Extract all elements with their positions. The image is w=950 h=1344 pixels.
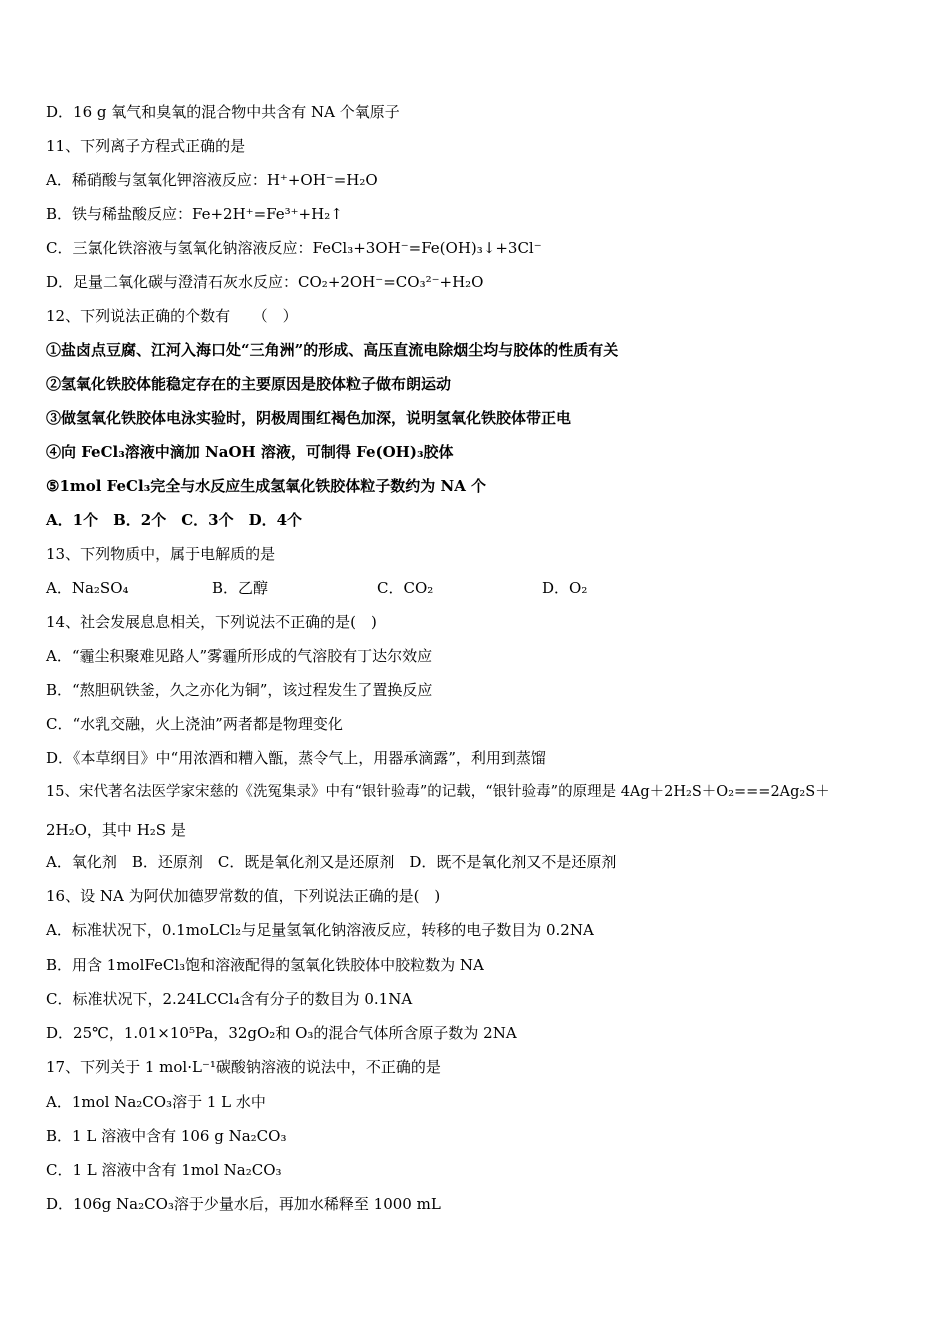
q13-stem: 13、下列物质中，属于电解质的是: [46, 545, 276, 563]
q13-option-d: D．O₂: [542, 579, 588, 597]
q14-option-c: C．“水乳交融，火上浇油”两者都是物理变化: [46, 715, 343, 733]
q13-option-a: A．Na₂SO₄: [46, 579, 129, 597]
q12-options: A．1个 B．2个 C．3个 D．4个: [46, 511, 303, 529]
q15-stem-line-2: 2H₂O，其中 H₂S 是: [46, 821, 186, 839]
q14-option-a: A．“霾尘积聚难见路人”雾霾所形成的气溶胶有丁达尔效应: [46, 647, 433, 665]
q15-stem-line-1: 15、宋代著名法医学家宋慈的《洗冤集录》中有“银针验毒”的记载，“银针验毒”的原理是 4Ag＋2H₂S＋O₂===2Ag₂S＋: [46, 784, 830, 800]
q13-option-b: B．乙醇: [212, 579, 269, 597]
q11-option-d: D．足量二氧化碳与澄清石灰水反应：CO₂+2OH⁻=CO₃²⁻+H₂O: [46, 273, 484, 291]
q12-statement-5: ⑤1mol FeCl₃完全与水反应生成氢氧化铁胶体粒子数约为 NA 个: [46, 477, 487, 495]
q14-option-b: B．“熬胆矾铁釜，久之亦化为铜”，该过程发生了置换反应: [46, 681, 433, 699]
q11-option-c: C．三氯化铁溶液与氢氧化钠溶液反应：FeCl₃+3OH⁻=Fe(OH)₃↓+3Cl⁻: [46, 239, 542, 257]
q17-option-d: D．106g Na₂CO₃溶于少量水后，再加水稀释至 1000 mL: [46, 1195, 441, 1213]
q16-option-d: D．25℃，1.01×10⁵Pa，32gO₂和 O₃的混合气体所含原子数为 2NA: [46, 1024, 517, 1042]
q16-option-c: C．标准状况下，2.24LCCl₄含有分子的数目为 0.1NA: [46, 990, 413, 1008]
q14-option-d: D．《本草纲目》中“用浓酒和糟入甑，蒸令气上，用器承滴露”，利用到蒸馏: [46, 749, 546, 767]
q13-option-c: C．CO₂: [377, 579, 434, 597]
q15-options: A．氧化剂 B．还原剂 C．既是氧化剂又是还原剂 D．既不是氧化剂又不是还原剂: [46, 853, 617, 871]
q12-statement-1: ①盐卤点豆腐、江河入海口处“三角洲”的形成、高压直流电除烟尘均与胶体的性质有关: [46, 341, 619, 359]
q11-option-a: A．稀硝酸与氢氧化钾溶液反应：H⁺+OH⁻=H₂O: [46, 171, 378, 189]
q17-option-c: C．1 L 溶液中含有 1mol Na₂CO₃: [46, 1161, 282, 1179]
q12-stem: 12、下列说法正确的个数有 （ ）: [46, 307, 298, 325]
q12-statement-3: ③做氢氧化铁胶体电泳实验时，阴极周围红褐色加深，说明氢氧化铁胶体带正电: [46, 409, 572, 427]
q17-option-b: B．1 L 溶液中含有 106 g Na₂CO₃: [46, 1127, 287, 1145]
q11-stem: 11、下列离子方程式正确的是: [46, 137, 246, 155]
q14-stem: 14、社会发展息息相关，下列说法不正确的是( ): [46, 613, 377, 631]
q16-stem: 16、设 NA 为阿伏加德罗常数的值，下列说法正确的是( ): [46, 887, 441, 905]
q17-stem: 17、下列关于 1 mol·L⁻¹碳酸钠溶液的说法中，不正确的是: [46, 1058, 441, 1076]
q17-option-a: A．1mol Na₂CO₃溶于 1 L 水中: [46, 1093, 266, 1111]
q16-option-a: A．标准状况下，0.1moLCl₂与足量氢氧化钠溶液反应，转移的电子数目为 0.2NA: [46, 921, 594, 939]
q11-option-b: B．铁与稀盐酸反应：Fe+2H⁺=Fe³⁺+H₂↑: [46, 205, 343, 223]
q10-option-d: D．16 g 氧气和臭氧的混合物中共含有 NA 个氧原子: [46, 103, 400, 121]
q16-option-b: B．用含 1molFeCl₃饱和溶液配得的氢氧化铁胶体中胶粒数为 NA: [46, 956, 484, 974]
q12-statement-4: ④向 FeCl₃溶液中滴加 NaOH 溶液，可制得 Fe(OH)₃胶体: [46, 443, 454, 461]
q12-statement-2: ②氢氧化铁胶体能稳定存在的主要原因是胶体粒子做布朗运动: [46, 375, 452, 393]
